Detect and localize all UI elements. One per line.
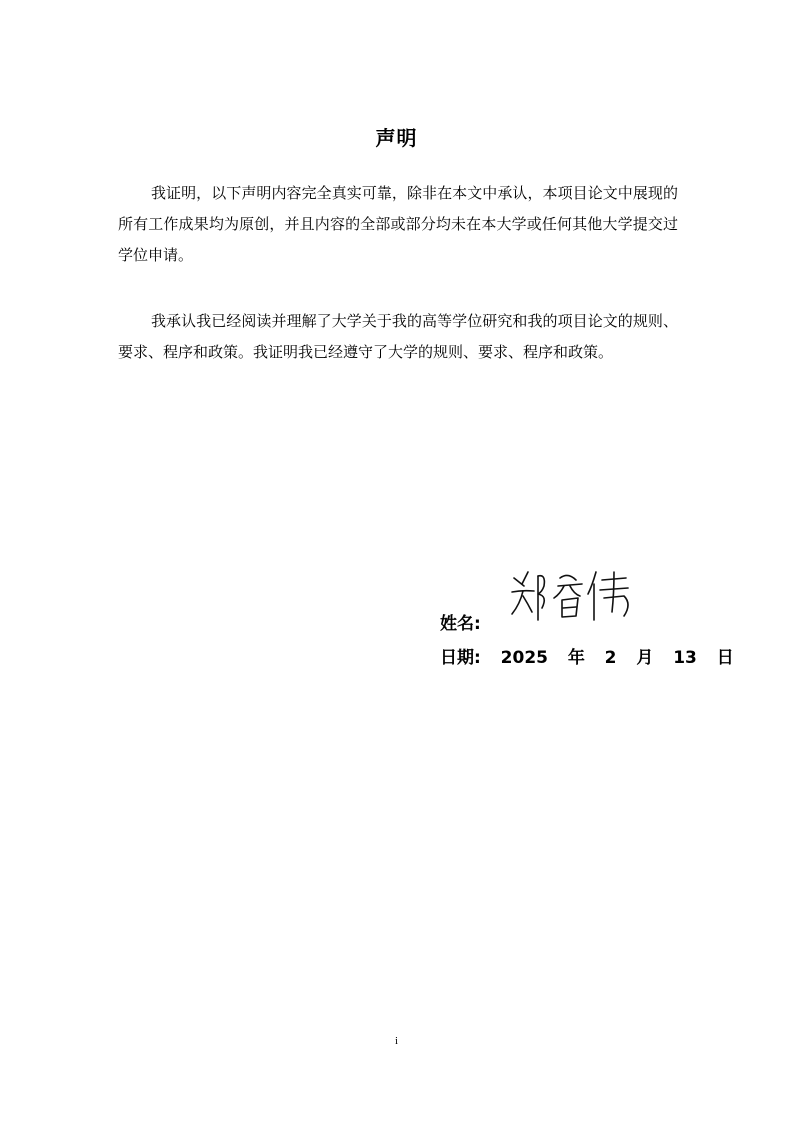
date-year-unit: 年 — [567, 648, 585, 668]
date-month-unit: 月 — [636, 648, 654, 668]
date-line — [440, 646, 734, 670]
date-year: 2025 — [500, 648, 548, 668]
date-day: 13 — [673, 648, 697, 668]
signature-block — [440, 560, 734, 680]
handwritten-signature — [508, 564, 636, 624]
declaration-paragraph-originality: 我证明，以下声明内容完全真实可靠，除非在本文中承认，本项目论文中展现的所有工作成果均为原创，并且内容的全部或部分均未在本大学或任何其他大学提交过学位申请。 — [118, 184, 678, 264]
date-month: 2 — [604, 648, 617, 668]
declaration-paragraph-compliance: 我承认我已经阅读并理解了大学关于我的高等学位研究和我的项目论文的规则、要求、程序和政策。我证明我已经遵守了大学的规则、要求、程序和政策。 — [118, 312, 678, 361]
page-title: 声明 — [375, 126, 418, 150]
date-day-unit: 日 — [716, 648, 734, 668]
page-number: i — [394, 1035, 399, 1047]
name-label: 姓名: — [440, 614, 481, 634]
date-label: 日期: — [440, 648, 481, 668]
